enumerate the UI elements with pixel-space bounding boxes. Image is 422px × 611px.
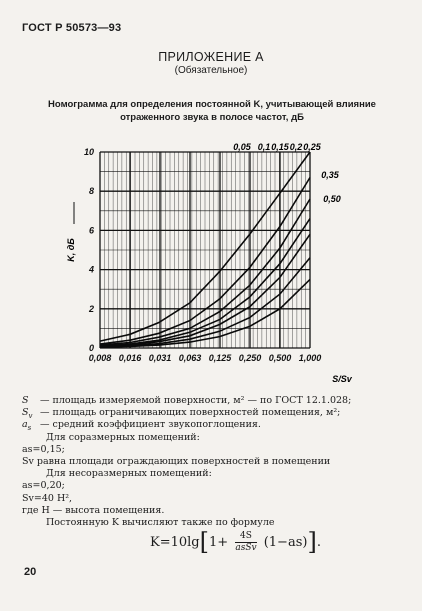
note-sv-40h2: Sv=40 H², — [22, 492, 73, 504]
formula-bracket-right: ] — [307, 528, 317, 556]
curve-label: 0,35 — [321, 170, 339, 180]
def-symbol-as: $a_s$ — [22, 419, 32, 433]
curve-label: 0,50 — [323, 194, 341, 204]
curve-label: 0,15 — [271, 142, 289, 152]
definitions-block — [22, 395, 402, 529]
x-tick-label: 0,500 — [268, 353, 292, 363]
y-tick-label: 8 — [88, 186, 94, 197]
def-text-as: — средний коэффициент звукопоглощения. — [40, 419, 261, 431]
formula — [150, 528, 321, 556]
y-axis-label: K, дБ — [66, 238, 76, 262]
nomogram-caption: Номограмма для определения постоянной K, учитывающей влияние отраженного звука в полосе частот, дБ — [48, 99, 376, 123]
note-sv-surfaces: Sv равна площади ограждающих поверхностей в помещении — [22, 455, 331, 467]
def-symbol-sv: $S_v$ — [22, 407, 33, 421]
y-tick-label: 10 — [83, 147, 94, 157]
note-height-def: где H — высота помещения. — [22, 504, 165, 516]
x-tick-label: 0,250 — [238, 353, 262, 363]
appendix-title: ПРИЛОЖЕНИЕ А — [158, 50, 264, 64]
formula-lhs: K=10lg — [150, 535, 200, 550]
curve-label: 0,2 — [289, 142, 303, 152]
appendix-subtitle: (Обязательное) — [174, 65, 248, 76]
x-axis-label: S/Sv — [332, 374, 352, 384]
note-formula-intro: Постоянную K вычисляют также по формуле — [46, 516, 275, 528]
formula-fraction — [235, 531, 256, 554]
formula-denominator: asSv — [235, 543, 257, 553]
note-proportional: Для соразмерных помещений: — [46, 431, 200, 443]
y-tick-label: 6 — [88, 225, 94, 236]
formula-one: 1+ — [209, 535, 229, 550]
curve-label: 0,1 — [257, 142, 271, 152]
nomogram-chart — [60, 140, 360, 390]
formula-numerator: 4S — [235, 531, 256, 543]
formula-bracket-left: [ — [199, 528, 210, 556]
y-tick-label: 4 — [88, 264, 94, 275]
x-tick-label: 0,125 — [208, 353, 232, 363]
note-as-020: as=0,20; — [22, 480, 65, 492]
def-symbol-s: S — [22, 395, 29, 406]
document-code: ГОСТ Р 50573—93 — [22, 22, 122, 34]
x-tick-label: 0,008 — [88, 353, 112, 363]
x-tick-label: 0,063 — [178, 353, 202, 363]
note-as-015: as=0,15; — [22, 443, 65, 455]
formula-tail: (1−as) — [263, 535, 308, 550]
y-tick-label: 2 — [88, 303, 94, 314]
x-tick-label: 0,031 — [148, 353, 172, 363]
def-text-sv: — площадь ограничивающих поверхностей помещения, м²; — [40, 407, 341, 419]
page-number: 20 — [24, 566, 37, 578]
note-disproportional: Для несоразмерных помещений: — [46, 468, 212, 480]
curve-label: 0,25 — [303, 142, 321, 152]
y-tick-label: 0 — [88, 343, 94, 353]
x-tick-label: 0,016 — [118, 353, 142, 363]
x-tick-label: 1,000 — [298, 353, 322, 363]
def-text-s: — площадь измеряемой поверхности, м² — по ГОСТ 12.1.028; — [40, 395, 352, 406]
curve-label: 0,05 — [233, 142, 251, 152]
formula-end: . — [316, 535, 321, 550]
